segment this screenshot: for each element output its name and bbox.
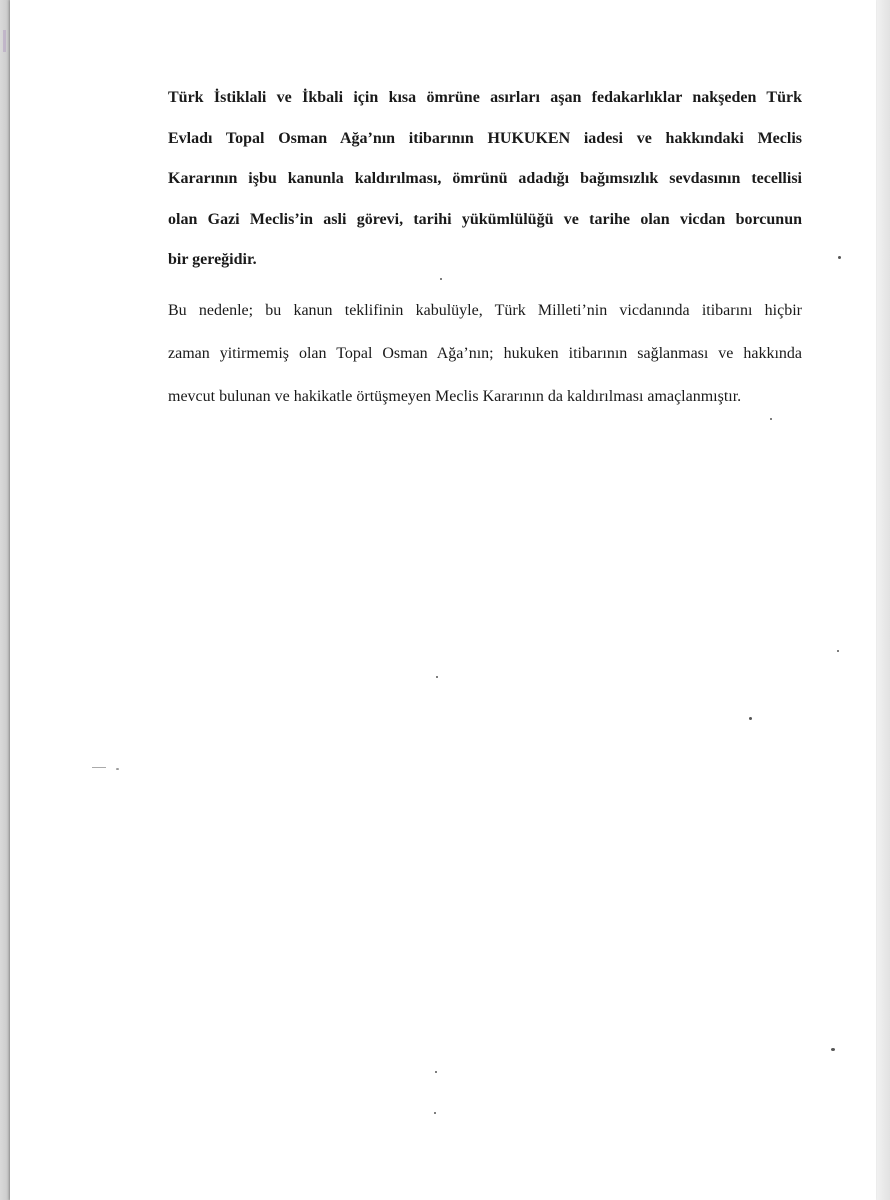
paragraph-line: bir gereğidir.	[168, 251, 257, 268]
paragraph-line: Bu nedenle; bu kanun teklifinin kabulüyle, Türk Milleti’nin vicdanında itibarını hiçbir	[168, 302, 802, 319]
scan-speck	[436, 676, 438, 678]
scan-speck	[435, 1071, 437, 1073]
scan-speck	[440, 278, 442, 280]
scan-speck	[770, 418, 772, 420]
scan-speck	[837, 650, 839, 652]
paragraph-line: olan Gazi Meclis’in asli görevi, tarihi yükümlülüğü ve tarihe olan vicdan borcunun	[168, 210, 802, 228]
paragraph-line: Kararının işbu kanunla kaldırılması, ömrünü adadığı bağımsızlık sevdasının tecellisi	[168, 170, 802, 187]
paragraph-line: Evladı Topal Osman Ağa’nın itibarının HUKUKEN iadesi ve hakkındaki Meclis	[168, 129, 802, 147]
document-page	[10, 0, 876, 1200]
page-right-edge-shadow	[876, 0, 890, 1200]
scan-speck	[116, 768, 119, 770]
edge-mark	[3, 30, 6, 52]
scan-speck	[838, 256, 841, 259]
scan-speck	[831, 1048, 835, 1051]
paragraph-line: Türk İstiklali ve İkbali için kısa ömrüne asırları aşan fedakarlıklar nakşeden Türk	[168, 89, 802, 106]
scan-speck	[434, 1112, 436, 1114]
scan-speck	[92, 767, 106, 768]
scan-speck	[749, 717, 752, 720]
paragraph-regular	[168, 289, 802, 418]
page-left-edge-shadow	[0, 0, 10, 1200]
paragraph-line: mevcut bulunan ve hakikatle örtüşmeyen Meclis Kararının da kaldırılması amaçlanmıştır.	[168, 388, 742, 405]
paragraph-line: zaman yitirmemiş olan Topal Osman Ağa’nın; hukuken itibarının sağlanması ve hakkında	[168, 345, 802, 362]
paragraph-bold	[168, 78, 802, 281]
